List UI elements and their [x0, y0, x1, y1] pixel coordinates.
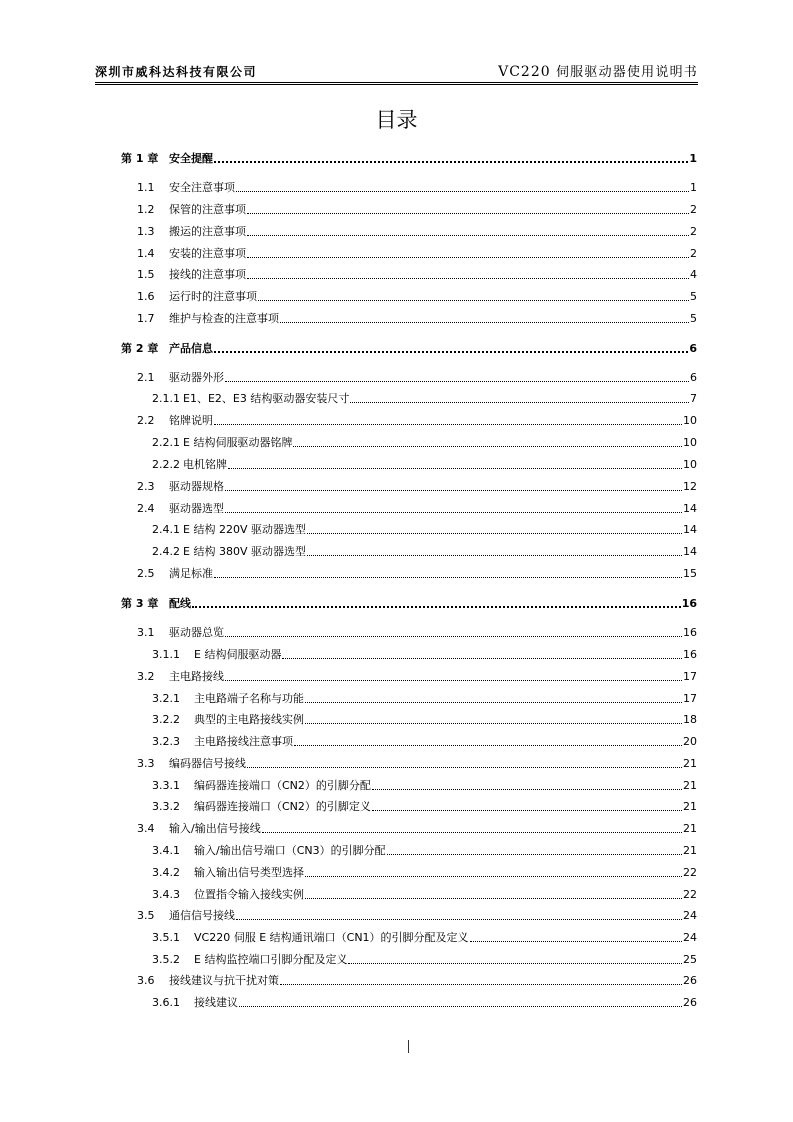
toc-dot-leader	[192, 606, 681, 608]
toc-section-entry[interactable]	[152, 390, 697, 406]
toc-entry-title: 编码器连接端口（CN2）的引脚定义	[194, 800, 371, 813]
toc-entry-page: 6	[690, 371, 697, 384]
toc-chapter-entry[interactable]	[121, 150, 697, 166]
toc-entry-page: 18	[683, 713, 697, 726]
toc-section-entry[interactable]	[137, 245, 697, 261]
toc-dot-leader	[214, 161, 688, 163]
toc-section-entry[interactable]	[152, 842, 697, 858]
toc-entry-page: 5	[690, 312, 697, 325]
toc-entry-title: 主电路端子名称与功能	[194, 692, 304, 705]
toc-entry-page: 26	[683, 996, 697, 1009]
toc-section-entry[interactable]	[152, 646, 697, 662]
toc-entry-title: 接线建议	[194, 996, 238, 1009]
toc-section-entry[interactable]	[152, 711, 697, 727]
toc-entry-page: 21	[683, 822, 697, 835]
toc-section-entry[interactable]	[152, 521, 697, 537]
toc-section-entry[interactable]	[137, 668, 697, 684]
toc-entry-title: 维护与检查的注意事项	[169, 312, 279, 325]
toc-section-entry[interactable]	[137, 565, 697, 581]
toc-section-entry[interactable]	[152, 543, 697, 559]
toc-entry-title: 通信信号接线	[169, 909, 235, 922]
toc-entry-title: 运行时的注意事项	[169, 290, 257, 303]
toc-entry-title: 输入/输出信号接线	[169, 822, 261, 835]
toc-entry-number: 3.4.2	[152, 866, 180, 879]
toc-entry-number: 1.4	[137, 247, 155, 260]
page-number-mark	[408, 1040, 409, 1053]
toc-entry-title: E 结构 220V 驱动器选型	[183, 523, 306, 536]
toc-entry-page: 21	[683, 779, 697, 792]
toc-dot-leader	[225, 512, 682, 513]
model-name: VC220	[498, 64, 551, 80]
toc-entry-page: 16	[683, 648, 697, 661]
toc-entry-title: 典型的主电路接线实例	[194, 713, 304, 726]
toc-entry-page: 24	[683, 909, 697, 922]
toc-section-entry[interactable]	[137, 820, 697, 836]
toc-entry-number: 第 3 章	[121, 597, 159, 610]
toc-entry-title: E 结构伺服驱动器铭牌	[183, 436, 293, 449]
toc-section-entry[interactable]	[152, 864, 697, 880]
toc-dot-leader	[239, 1006, 682, 1007]
toc-section-entry[interactable]	[152, 456, 697, 472]
toc-section-entry[interactable]	[137, 288, 697, 304]
toc-entry-title: 输入输出信号类型选择	[194, 866, 304, 879]
toc-entry-number: 3.3.1	[152, 779, 180, 792]
toc-entry-title: 接线的注意事项	[169, 268, 246, 281]
toc-entry-number: 第 1 章	[121, 152, 159, 165]
manual-name: 伺服驱动器使用说明书	[555, 65, 698, 80]
toc-entry-page: 2	[690, 247, 697, 260]
toc-dot-leader	[214, 351, 688, 353]
toc-entry-number: 2.1	[137, 371, 155, 384]
toc-dot-leader	[236, 191, 689, 192]
toc-section-entry[interactable]	[152, 434, 697, 450]
toc-entry-page: 17	[683, 670, 697, 683]
toc-section-entry[interactable]	[152, 886, 697, 902]
toc-entry-title: 安全注意事项	[169, 181, 235, 194]
toc-dot-leader	[387, 854, 682, 855]
toc-entry-title: VC220 伺服 E 结构通讯端口（CN1）的引脚分配及定义	[194, 931, 469, 944]
toc-chapter-entry[interactable]	[121, 595, 697, 611]
toc-section-entry[interactable]	[152, 929, 697, 945]
page-title: 目录	[375, 108, 418, 132]
toc-entry-number: 1.6	[137, 290, 155, 303]
toc-section-entry[interactable]	[137, 478, 697, 494]
toc-entry-number: 1.3	[137, 225, 155, 238]
toc-dot-leader	[258, 300, 689, 301]
page-header	[95, 58, 698, 85]
toc-section-entry[interactable]	[137, 223, 697, 239]
toc-dot-leader	[225, 381, 689, 382]
toc-dot-leader	[293, 446, 682, 447]
toc-dot-leader	[247, 278, 689, 279]
toc-dot-leader	[236, 919, 682, 920]
toc-entry-number: 3.5	[137, 909, 155, 922]
toc-section-entry[interactable]	[152, 798, 697, 814]
toc-section-entry[interactable]	[152, 777, 697, 793]
toc-entry-page: 25	[683, 953, 697, 966]
toc-entry-number: 1.2	[137, 203, 155, 216]
toc-entry-title: E 结构监控端口引脚分配及定义	[194, 953, 348, 966]
toc-entry-page: 17	[683, 692, 697, 705]
toc-entry-number: 2.2	[137, 414, 155, 427]
toc-entry-number: 2.2.2	[152, 458, 180, 471]
toc-dot-leader	[214, 424, 682, 425]
toc-entry-number: 1.7	[137, 312, 155, 325]
toc-entry-page: 14	[683, 545, 697, 558]
toc-entry-title: E1、E2、E3 结构驱动器安装尺寸	[183, 392, 350, 405]
toc-entry-title: 保管的注意事项	[169, 203, 246, 216]
toc-dot-leader	[247, 235, 689, 236]
toc-dot-leader	[350, 402, 689, 403]
toc-entry-page: 4	[690, 268, 697, 281]
toc-entry-page: 2	[690, 203, 697, 216]
toc-dot-leader	[372, 810, 682, 811]
toc-entry-title: 驱动器规格	[169, 480, 224, 493]
toc-entry-title: 驱动器总览	[169, 626, 224, 639]
toc-dot-leader	[282, 658, 682, 659]
toc-entry-page: 22	[683, 866, 697, 879]
toc-entry-number: 2.4	[137, 502, 155, 515]
toc-entry-title: 编码器连接端口（CN2）的引脚分配	[194, 779, 371, 792]
toc-entry-page: 15	[683, 567, 697, 580]
toc-entry-page: 12	[683, 480, 697, 493]
toc-entry-number: 3.6.1	[152, 996, 180, 1009]
toc-entry-page: 2	[690, 225, 697, 238]
toc-entry-title: 电机铭牌	[183, 458, 227, 471]
toc-dot-leader	[247, 257, 689, 258]
toc-dot-leader	[372, 789, 682, 790]
toc-dot-leader	[305, 898, 682, 899]
toc-entry-number: 第 2 章	[121, 342, 159, 355]
toc-dot-leader	[214, 577, 682, 578]
toc-dot-leader	[247, 767, 682, 768]
toc-entry-number: 3.3	[137, 757, 155, 770]
toc-entry-page: 10	[683, 414, 697, 427]
toc-entry-page: 10	[683, 436, 697, 449]
toc-entry-number: 3.4.1	[152, 844, 180, 857]
toc-dot-leader	[280, 984, 682, 985]
toc-entry-page: 7	[690, 392, 697, 405]
toc-section-entry[interactable]	[137, 412, 697, 428]
toc-section-entry[interactable]	[137, 266, 697, 282]
toc-section-entry[interactable]	[137, 624, 697, 640]
toc-dot-leader	[225, 680, 682, 681]
toc-entry-title: 安全提醒	[169, 152, 213, 165]
toc-entry-page: 16	[683, 626, 697, 639]
toc-entry-number: 3.5.1	[152, 931, 180, 944]
toc-entry-title: E 结构 380V 驱动器选型	[183, 545, 306, 558]
manual-title	[498, 61, 698, 80]
toc-entry-page: 1	[689, 152, 697, 165]
toc-section-entry[interactable]	[152, 733, 697, 749]
toc-entry-number: 2.3	[137, 480, 155, 493]
toc-entry-page: 6	[689, 342, 697, 355]
toc-entry-number: 2.4.1	[152, 523, 180, 536]
toc-dot-leader	[247, 213, 689, 214]
toc-section-entry[interactable]	[137, 907, 697, 923]
toc-entry-title: 主电路接线	[169, 670, 224, 683]
toc-section-entry[interactable]	[152, 994, 697, 1010]
toc-entry-number: 2.2.1	[152, 436, 180, 449]
toc-dot-leader	[305, 876, 682, 877]
toc-entry-title: 位置指令输入接线实例	[194, 888, 304, 901]
toc-dot-leader	[262, 832, 682, 833]
toc-entry-number: 3.2.1	[152, 692, 180, 705]
toc-dot-leader	[307, 555, 682, 556]
toc-entry-number: 3.5.2	[152, 953, 180, 966]
toc-entry-number: 3.4.3	[152, 888, 180, 901]
toc-entry-page: 21	[683, 757, 697, 770]
toc-entry-number: 2.4.2	[152, 545, 180, 558]
toc-entry-number: 1.5	[137, 268, 155, 281]
toc-section-entry[interactable]	[152, 951, 697, 967]
toc-dot-leader	[305, 702, 682, 703]
toc-dot-leader	[470, 941, 682, 942]
toc-entry-number: 3.2.2	[152, 713, 180, 726]
toc-entry-title: 配线	[169, 597, 191, 610]
toc-section-entry[interactable]	[137, 500, 697, 516]
toc-dot-leader	[305, 723, 682, 724]
toc-chapter-entry[interactable]	[121, 340, 697, 356]
toc-section-entry[interactable]	[137, 179, 697, 195]
toc-entry-title: 驱动器选型	[169, 502, 224, 515]
company-name: 深圳市威科达科技有限公司	[95, 65, 258, 79]
toc-entry-number: 3.6	[137, 974, 155, 987]
toc-entry-title: 满足标准	[169, 567, 213, 580]
toc-entry-number: 3.1	[137, 626, 155, 639]
toc-entry-number: 3.2	[137, 670, 155, 683]
toc-entry-number: 3.2.3	[152, 735, 180, 748]
toc-entry-page: 21	[683, 800, 697, 813]
toc-entry-page: 1	[690, 181, 697, 194]
toc-dot-leader	[228, 468, 682, 469]
toc-entry-page: 14	[683, 523, 697, 536]
toc-section-entry[interactable]	[137, 201, 697, 217]
toc-entry-title: 接线建议与抗干扰对策	[169, 974, 279, 987]
toc-dot-leader	[294, 745, 682, 746]
toc-entry-page: 26	[683, 974, 697, 987]
toc-entry-page: 5	[690, 290, 697, 303]
toc-entry-title: 编码器信号接线	[169, 757, 246, 770]
toc-section-entry[interactable]	[152, 690, 697, 706]
toc-dot-leader	[348, 963, 682, 964]
toc-entry-title: 主电路接线注意事项	[194, 735, 293, 748]
toc-entry-title: 产品信息	[169, 342, 213, 355]
toc-dot-leader	[225, 636, 682, 637]
toc-entry-number: 3.3.2	[152, 800, 180, 813]
toc-section-entry[interactable]	[137, 310, 697, 326]
toc-entry-number: 2.5	[137, 567, 155, 580]
toc-entry-number: 3.4	[137, 822, 155, 835]
toc-entry-page: 14	[683, 502, 697, 515]
toc-entry-page: 16	[681, 597, 697, 610]
toc-entry-title: 安装的注意事项	[169, 247, 246, 260]
toc-entry-number: 2.1.1	[152, 392, 180, 405]
toc-entry-title: 搬运的注意事项	[169, 225, 246, 238]
toc-entry-page: 21	[683, 844, 697, 857]
toc-dot-leader	[225, 490, 682, 491]
toc-dot-leader	[307, 533, 682, 534]
toc-section-entry[interactable]	[137, 369, 697, 385]
toc-entry-number: 1.1	[137, 181, 155, 194]
toc-entry-title: 驱动器外形	[169, 371, 224, 384]
toc-entry-page: 24	[683, 931, 697, 944]
toc-section-entry[interactable]	[137, 972, 697, 988]
toc-entry-title: 铭牌说明	[169, 414, 213, 427]
toc-entry-title: 输入/输出信号端口（CN3）的引脚分配	[194, 844, 386, 857]
toc-entry-title: E 结构伺服驱动器	[194, 648, 282, 661]
toc-dot-leader	[280, 322, 689, 323]
toc-entry-page: 10	[683, 458, 697, 471]
toc-entry-number: 3.1.1	[152, 648, 180, 661]
toc-entry-page: 20	[683, 735, 697, 748]
toc-entry-page: 22	[683, 888, 697, 901]
toc-section-entry[interactable]	[137, 755, 697, 771]
